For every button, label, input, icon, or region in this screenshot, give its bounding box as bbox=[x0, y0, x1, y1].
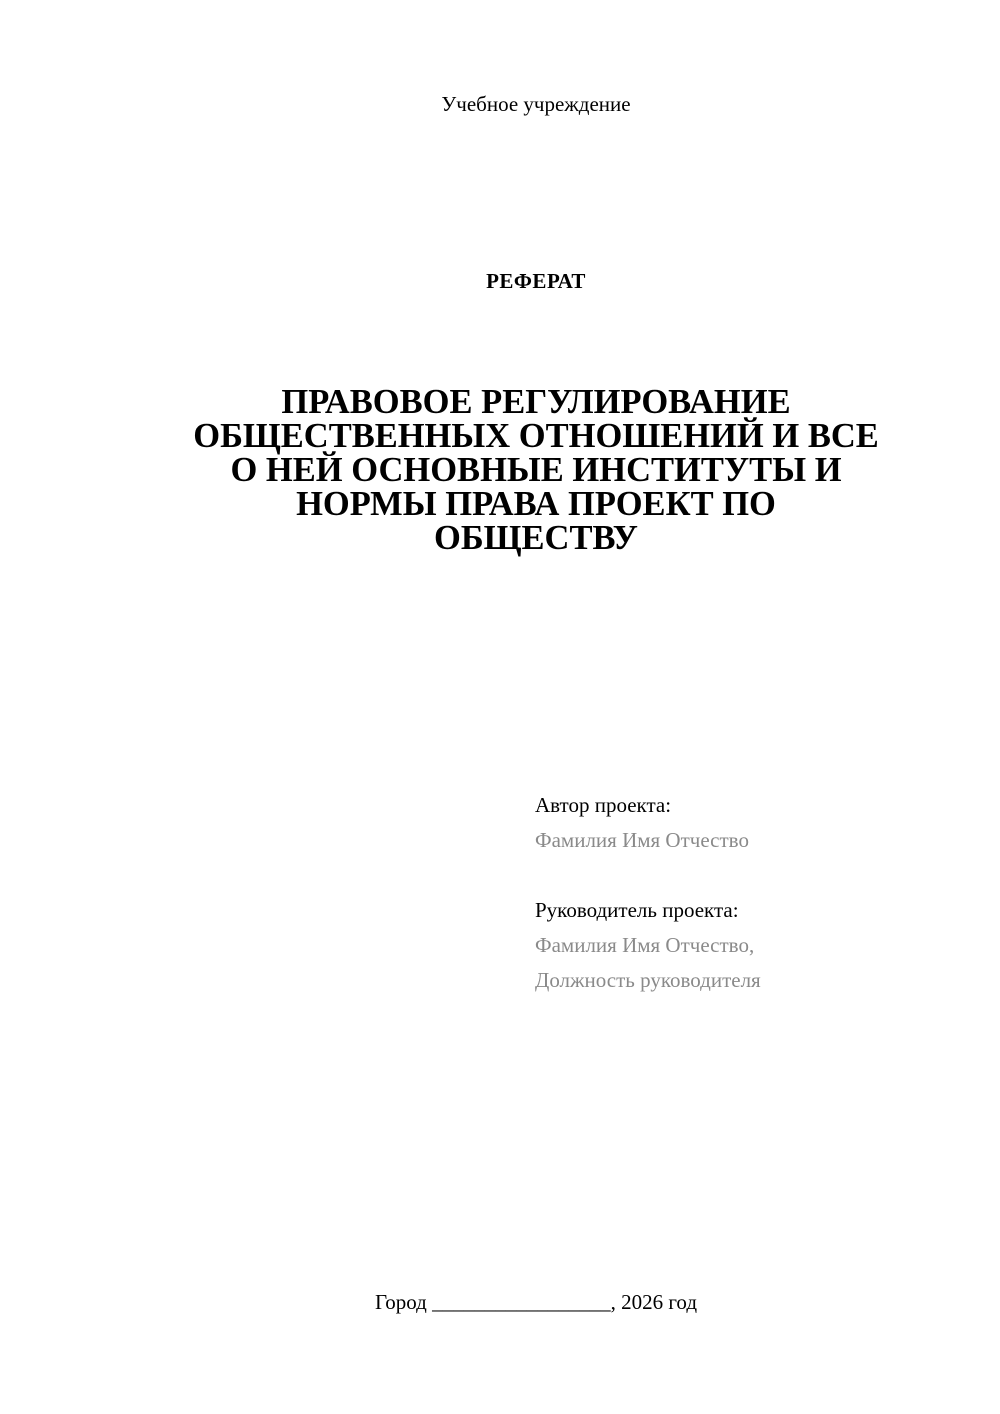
author-label: Автор проекта: bbox=[535, 793, 672, 817]
document-title bbox=[140, 385, 932, 555]
title-line: ОБЩЕСТВУ bbox=[433, 519, 638, 557]
city-year-line: Город _________________, 2026 год bbox=[374, 1290, 698, 1314]
title-line: О НЕЙ ОСНОВНЫЕ ИНСТИТУТЫ И bbox=[230, 451, 842, 489]
credits-block bbox=[535, 788, 761, 998]
supervisor-label: Руководитель проекта: bbox=[535, 898, 739, 922]
author-name: Фамилия Имя Отчество bbox=[535, 828, 749, 852]
credits-spacer bbox=[535, 858, 761, 893]
document-type: РЕФЕРАТ bbox=[486, 269, 586, 293]
institution-name: Учебное учреждение bbox=[441, 92, 631, 116]
title-line: ПРАВОВОЕ РЕГУЛИРОВАНИЕ bbox=[281, 383, 791, 421]
supervisor-name: Фамилия Имя Отчество, bbox=[535, 933, 755, 957]
title-line: НОРМЫ ПРАВА ПРОЕКТ ПО bbox=[296, 485, 776, 523]
supervisor-position: Должность руководителя bbox=[535, 968, 761, 992]
title-line: ОБЩЕСТВЕННЫХ ОТНОШЕНИЙ И ВСЕ bbox=[193, 417, 879, 455]
